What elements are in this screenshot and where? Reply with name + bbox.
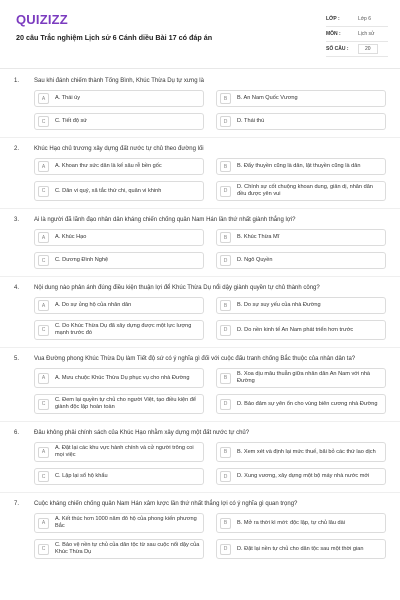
question-item [0, 429, 400, 493]
divider [0, 208, 400, 209]
meta-key: MÔN : [326, 31, 341, 37]
option-grid [0, 363, 400, 414]
option-text: A. Do sự ủng hộ của nhân dân [55, 302, 132, 308]
option-a[interactable] [34, 297, 204, 314]
option-letter: D [220, 325, 231, 336]
question-item [0, 284, 400, 348]
option-c[interactable] [34, 181, 204, 201]
option-text: B. An Nam Quốc Vương [237, 95, 298, 101]
option-letter: B [220, 373, 231, 384]
meta-key: LỚP : [326, 16, 340, 22]
option-text: B. Xoa dịu mâu thuẫn giữa nhân dân An Nam với nhà Đường [237, 371, 371, 384]
option-b[interactable] [216, 442, 386, 462]
option-letter: B [220, 447, 231, 458]
worksheet-header [0, 0, 400, 69]
option-letter: C [38, 116, 49, 127]
divider [0, 421, 400, 422]
option-b[interactable] [216, 297, 386, 314]
option-letter: A [38, 373, 49, 384]
divider [0, 137, 400, 138]
option-text: A. Mưu chuộc Khúc Thừa Dụ phục vụ cho nhà Đường [55, 374, 190, 381]
option-text: D. Bảo đảm sự yên ổn cho vùng biên cương nhà Đường [237, 400, 378, 407]
option-b[interactable] [216, 158, 386, 175]
option-letter: D [220, 471, 231, 482]
question-text: Khúc Hạo chủ trương xây dựng đất nước tự chủ theo đường lối [34, 146, 204, 152]
option-text: B. Do sự suy yếu của nhà Đường [237, 302, 321, 308]
divider [0, 492, 400, 493]
option-text: C. Do Khúc Thừa Dụ đã xây dựng được một lực lượng mạnh trước đó [55, 323, 192, 336]
option-text: B. Khúc Thừa Mĩ [237, 234, 280, 240]
option-text: C. Bảo vệ nền tự chủ của dân tộc từ sau cuộc nổi dậy của Khúc Thừa Dụ [55, 542, 200, 555]
option-text: C. Đem lại quyền tự chủ cho người Việt, tạo điều kiện để giành độc lập hoàn toàn [55, 397, 197, 410]
option-text: B. Xem xét và định lại mức thuế, bãi bỏ các thứ lao dịch [237, 448, 376, 455]
option-text: A. Kết thúc hơn 1000 năm đô hộ của phong kiến phương Bắc [55, 516, 197, 529]
worksheet-meta [326, 12, 388, 57]
option-a[interactable] [34, 158, 204, 175]
meta-key: SỐ CÂU : [326, 46, 349, 52]
option-grid [0, 437, 400, 485]
option-c[interactable] [34, 394, 204, 414]
option-a[interactable] [34, 368, 204, 388]
question-item [0, 216, 400, 277]
meta-value: Lịch sử [358, 31, 375, 37]
option-letter: C [38, 186, 49, 197]
question-number: 5. [14, 356, 20, 362]
option-text: C. Tiết độ sứ [55, 118, 88, 124]
question-list [0, 69, 400, 559]
question-text: Vua Đường phong Khúc Thừa Dụ làm Tiết độ sứ có ý nghĩa gì đối với cuộc đấu tranh chống Bắc thuộc của nhân dân ta? [34, 356, 356, 362]
option-grid [0, 292, 400, 340]
question-text: Cuộc kháng chiến chống quân Nam Hán xâm lược lần thứ nhất thắng lợi có ý nghĩa gì quan trọng? [34, 501, 298, 507]
question-item [0, 77, 400, 138]
option-letter: A [38, 447, 49, 458]
option-letter: B [220, 232, 231, 243]
option-d[interactable] [216, 468, 386, 485]
option-letter: C [38, 471, 49, 482]
option-a[interactable] [34, 229, 204, 246]
option-letter: C [38, 255, 49, 266]
option-d[interactable] [216, 539, 386, 559]
option-text: B. Mở ra thời kì mới: độc lập, tự chủ lâu dài [237, 519, 346, 526]
question-item [0, 500, 400, 559]
option-c[interactable] [34, 320, 204, 340]
option-c[interactable] [34, 468, 204, 485]
option-letter: B [220, 300, 231, 311]
option-letter: D [220, 544, 231, 555]
option-letter: A [38, 161, 49, 172]
option-text: D. Xung vương, xây dựng một bộ máy nhà nước mới [237, 473, 370, 479]
option-letter: D [220, 116, 231, 127]
meta-row-grade [326, 12, 388, 27]
option-text: D. Thái thú [237, 118, 265, 124]
option-a[interactable] [34, 442, 204, 462]
option-c[interactable] [34, 539, 204, 559]
option-letter: C [38, 544, 49, 555]
question-text: Sau khi đánh chiếm thành Tống Bình, Khúc Thừa Dụ tự xưng là [34, 78, 204, 84]
option-d[interactable] [216, 320, 386, 340]
option-letter: B [220, 93, 231, 104]
option-text: D. Ngô Quyền [237, 257, 273, 263]
option-letter: C [38, 325, 49, 336]
option-d[interactable] [216, 394, 386, 414]
option-letter: B [220, 161, 231, 172]
question-text: Ai là người đã lãnh đạo nhân dân kháng chiến chống quân Nam Hán lần thứ nhất giành thắng lợi? [34, 217, 296, 223]
option-b[interactable] [216, 368, 386, 388]
option-letter: A [38, 93, 49, 104]
option-text: A. Thái úy [55, 95, 81, 101]
question-number: 1. [14, 78, 20, 84]
option-text: A. Khúc Hạo [55, 234, 87, 240]
option-text: A. Khoan thư sức dân là kế sâu rễ bền gốc [55, 163, 162, 169]
question-item [0, 145, 400, 209]
option-grid [0, 153, 400, 201]
meta-value: Lớp 6 [358, 16, 372, 22]
option-grid [0, 85, 400, 130]
worksheet-title: 20 câu Trắc nghiệm Lịch sử 6 Cánh diều Bài 17 có đáp án [16, 33, 213, 42]
option-b[interactable] [216, 229, 386, 246]
question-number: 6. [14, 430, 20, 436]
option-letter: D [220, 255, 231, 266]
question-number: 2. [14, 146, 20, 152]
divider [0, 276, 400, 277]
option-grid [0, 224, 400, 269]
option-letter: A [38, 518, 49, 529]
option-letter: B [220, 518, 231, 529]
meta-row-subject [326, 27, 388, 42]
meta-row-count [326, 42, 388, 57]
question-number: 3. [14, 217, 20, 223]
option-b[interactable] [216, 513, 386, 533]
question-number: 7. [14, 501, 20, 507]
option-text: B. Đẩy thuyền cũng là dân, lật thuyền cũng là dân [237, 163, 361, 169]
quizizz-logo: QUIZIZZ [16, 12, 68, 27]
option-letter: A [38, 300, 49, 311]
question-text: Đâu không phải chính sách của Khúc Hạo nhằm xây dựng một đất nước tự chủ? [34, 430, 250, 436]
option-text: A. Đặt lại các khu vực hành chính và cử người trông coi mọi việc [55, 445, 194, 458]
option-letter: D [220, 399, 231, 410]
option-b[interactable] [216, 90, 386, 107]
option-grid [0, 508, 400, 559]
option-letter: A [38, 232, 49, 243]
option-letter: D [220, 186, 231, 197]
option-letter: C [38, 399, 49, 410]
option-d[interactable] [216, 252, 386, 269]
option-text: C. Dương Đình Nghệ [55, 257, 109, 263]
question-item [0, 355, 400, 422]
option-text: D. Do nền kinh tế An Nam phát triển hơn trước [237, 326, 354, 333]
option-text: C. Dân vi quý, xã tắc thứ chi, quân vi khinh [55, 187, 162, 194]
question-number: 4. [14, 285, 20, 291]
meta-value: 20 [358, 44, 378, 54]
option-a[interactable] [34, 513, 204, 533]
question-text: Nội dung nào phản ánh đúng điều kiện thuận lợi để Khúc Thừa Dụ nổi dậy giành quyền tự chủ thành công? [34, 285, 320, 291]
option-d[interactable] [216, 181, 386, 201]
option-a[interactable] [34, 90, 204, 107]
option-c[interactable] [34, 252, 204, 269]
option-c[interactable] [34, 113, 204, 130]
divider [0, 347, 400, 348]
option-text: D. Chính sự cốt chuộng khoan dung, giản dị, nhân dân đều được yên vui [237, 184, 373, 197]
option-d[interactable] [216, 113, 386, 130]
option-text: C. Lập lại sổ hộ khẩu [55, 473, 108, 479]
option-text: D. Đặt lại nền tự chủ cho dân tộc sau một thời gian [237, 545, 364, 552]
